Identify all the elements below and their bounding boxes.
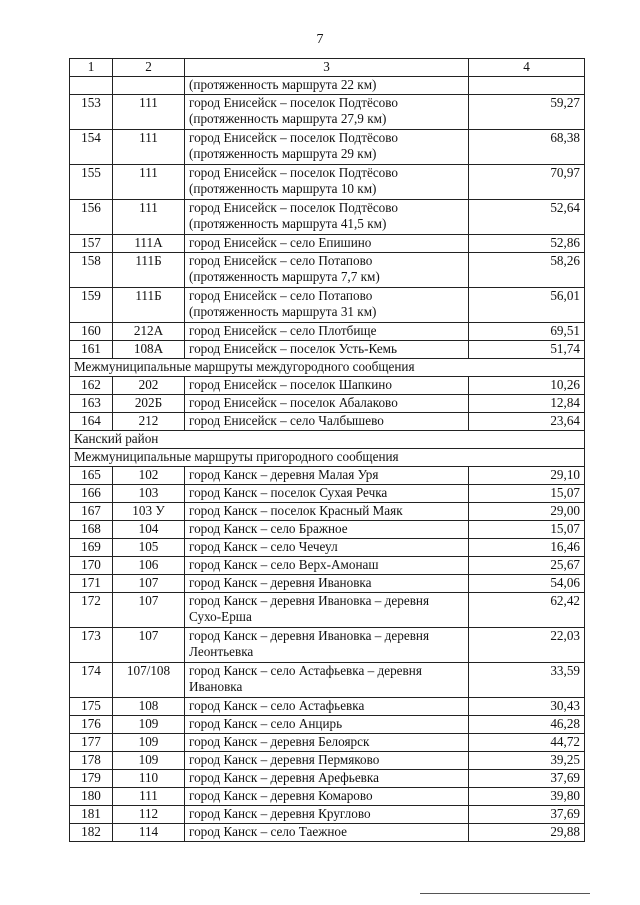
row-number: 161 <box>70 341 113 359</box>
column-header-1: 1 <box>70 59 113 77</box>
route-description-line: город Канск – село Таежное <box>189 824 348 839</box>
route-value: 39,80 <box>469 788 585 806</box>
route-value: 52,64 <box>469 200 585 235</box>
row-number: 171 <box>70 575 113 593</box>
row-number: 159 <box>70 288 113 323</box>
row-number: 160 <box>70 323 113 341</box>
route-value: 16,46 <box>469 539 585 557</box>
route-value: 29,10 <box>469 467 585 485</box>
header-row <box>70 59 585 77</box>
route-value: 52,86 <box>469 235 585 253</box>
row-number: 180 <box>70 788 113 806</box>
row-number: 163 <box>70 395 113 413</box>
route-number: 111Б <box>113 253 185 288</box>
route-value: 23,64 <box>469 413 585 431</box>
route-description <box>185 130 469 165</box>
table-row <box>70 628 585 663</box>
route-description <box>185 716 469 734</box>
route-description-line: город Енисейск – поселок Усть-Кемь <box>189 341 398 356</box>
section-title: Межмуниципальные маршруты междугородного сообщения <box>70 359 585 377</box>
route-description-line: (протяженность маршрута 31 км) <box>189 304 377 319</box>
route-number: 111 <box>113 95 185 130</box>
table-row <box>70 467 585 485</box>
route-value: 33,59 <box>469 663 585 698</box>
table-row <box>70 539 585 557</box>
route-description <box>185 165 469 200</box>
route-description <box>185 485 469 503</box>
route-number: 108 <box>113 698 185 716</box>
route-description-line: город Канск – село Астафьевка – деревня <box>189 663 422 678</box>
route-description <box>185 593 469 628</box>
route-number: 212 <box>113 413 185 431</box>
table-row <box>70 503 585 521</box>
route-number: 102 <box>113 467 185 485</box>
row-number: 172 <box>70 593 113 628</box>
table-row <box>70 698 585 716</box>
route-description <box>185 539 469 557</box>
route-number: 212А <box>113 323 185 341</box>
table-row <box>70 413 585 431</box>
table-row <box>70 788 585 806</box>
row-number: 175 <box>70 698 113 716</box>
route-description-line: город Канск – деревня Ивановка – деревня <box>189 593 430 608</box>
route-number: 109 <box>113 734 185 752</box>
route-value: 22,03 <box>469 628 585 663</box>
route-description-line: город Канск – деревня Ивановка <box>189 575 372 590</box>
route-description-line: город Канск – село Верх-Амонаш <box>189 557 379 572</box>
route-value: 70,97 <box>469 165 585 200</box>
route-description-line: город Енисейск – село Потапово <box>189 253 373 268</box>
table-body <box>70 77 585 842</box>
route-value: 59,27 <box>469 95 585 130</box>
route-number: 108А <box>113 341 185 359</box>
route-description <box>185 377 469 395</box>
route-description-line: город Канск – деревня Белоярск <box>189 734 370 749</box>
route-description <box>185 253 469 288</box>
row-number: 173 <box>70 628 113 663</box>
table-row <box>70 377 585 395</box>
row-number <box>70 77 113 95</box>
table-row <box>70 734 585 752</box>
route-description-line: город Канск – село Чечеул <box>189 539 338 554</box>
route-description <box>185 628 469 663</box>
route-description-line: город Канск – поселок Красный Маяк <box>189 503 403 518</box>
route-description <box>185 575 469 593</box>
route-number: 107 <box>113 593 185 628</box>
table-row <box>70 341 585 359</box>
route-description-line: город Енисейск – поселок Подтёсово <box>189 200 398 215</box>
table-row <box>70 200 585 235</box>
row-number: 182 <box>70 824 113 842</box>
table-row <box>70 593 585 628</box>
route-description-line: (протяженность маршрута 41,5 км) <box>189 216 387 231</box>
route-number: 111Б <box>113 288 185 323</box>
route-description <box>185 734 469 752</box>
row-number: 178 <box>70 752 113 770</box>
table-row <box>70 288 585 323</box>
row-number: 156 <box>70 200 113 235</box>
row-number: 174 <box>70 663 113 698</box>
route-description-line: (протяженность маршрута 7,7 км) <box>189 269 380 284</box>
route-description-line: город Канск – село Бражное <box>189 521 348 536</box>
route-value: 69,51 <box>469 323 585 341</box>
column-header-3: 3 <box>185 59 469 77</box>
route-number: 103 У <box>113 503 185 521</box>
route-number: 111 <box>113 200 185 235</box>
route-value: 15,07 <box>469 485 585 503</box>
route-description <box>185 77 469 95</box>
row-number: 181 <box>70 806 113 824</box>
route-value: 29,88 <box>469 824 585 842</box>
route-description <box>185 341 469 359</box>
row-number: 154 <box>70 130 113 165</box>
table-row <box>70 95 585 130</box>
route-value: 15,07 <box>469 521 585 539</box>
table-row <box>70 575 585 593</box>
route-description-line: город Енисейск – село Епишино <box>189 235 372 250</box>
row-number: 179 <box>70 770 113 788</box>
route-description-line: город Канск – деревня Пермяково <box>189 752 380 767</box>
route-number: 111 <box>113 165 185 200</box>
route-description <box>185 503 469 521</box>
route-description-line: город Енисейск – село Плотбище <box>189 323 377 338</box>
table-row <box>70 770 585 788</box>
route-description-line: Леонтьевка <box>189 644 254 659</box>
route-description <box>185 770 469 788</box>
route-number <box>113 77 185 95</box>
route-description <box>185 752 469 770</box>
route-description-line: (протяженность маршрута 22 км) <box>189 77 377 92</box>
row-number: 177 <box>70 734 113 752</box>
route-number: 107 <box>113 575 185 593</box>
row-number: 164 <box>70 413 113 431</box>
route-value: 10,26 <box>469 377 585 395</box>
route-number: 109 <box>113 752 185 770</box>
route-description-line: город Енисейск – поселок Подтёсово <box>189 165 398 180</box>
section-row <box>70 431 585 449</box>
route-description-line: (протяженность маршрута 27,9 км) <box>189 111 387 126</box>
route-value: 44,72 <box>469 734 585 752</box>
route-value: 25,67 <box>469 557 585 575</box>
row-number: 165 <box>70 467 113 485</box>
table-row <box>70 165 585 200</box>
row-number: 166 <box>70 485 113 503</box>
route-description <box>185 663 469 698</box>
route-value: 46,28 <box>469 716 585 734</box>
route-description-line: Сухо-Ерша <box>189 609 252 624</box>
route-description-line: город Канск – село Астафьевка <box>189 698 365 713</box>
route-description <box>185 413 469 431</box>
table-row <box>70 752 585 770</box>
route-description <box>185 824 469 842</box>
table-row <box>70 395 585 413</box>
route-description-line: город Енисейск – поселок Подтёсово <box>189 130 398 145</box>
route-value: 30,43 <box>469 698 585 716</box>
route-number: 114 <box>113 824 185 842</box>
table-row <box>70 806 585 824</box>
table-row <box>70 485 585 503</box>
route-number: 111А <box>113 235 185 253</box>
section-title: Канский район <box>70 431 585 449</box>
route-number: 112 <box>113 806 185 824</box>
route-number: 109 <box>113 716 185 734</box>
route-description-line: город Канск – село Анцирь <box>189 716 343 731</box>
route-description <box>185 806 469 824</box>
route-description-line: город Канск – деревня Круглово <box>189 806 371 821</box>
row-number: 176 <box>70 716 113 734</box>
section-row <box>70 449 585 467</box>
route-value: 12,84 <box>469 395 585 413</box>
route-description <box>185 323 469 341</box>
route-value: 68,38 <box>469 130 585 165</box>
row-number: 168 <box>70 521 113 539</box>
route-description <box>185 557 469 575</box>
row-number: 153 <box>70 95 113 130</box>
route-description <box>185 288 469 323</box>
route-description-line: город Енисейск – поселок Шапкино <box>189 377 392 392</box>
route-value: 29,00 <box>469 503 585 521</box>
table-row <box>70 521 585 539</box>
route-description <box>185 235 469 253</box>
route-description-line: город Енисейск – село Потапово <box>189 288 373 303</box>
table-row <box>70 557 585 575</box>
route-description <box>185 95 469 130</box>
route-value: 51,74 <box>469 341 585 359</box>
route-number: 107 <box>113 628 185 663</box>
route-number: 107/108 <box>113 663 185 698</box>
route-description <box>185 467 469 485</box>
row-number: 155 <box>70 165 113 200</box>
route-number: 104 <box>113 521 185 539</box>
route-value: 58,26 <box>469 253 585 288</box>
row-number: 157 <box>70 235 113 253</box>
route-description-line: (протяженность маршрута 29 км) <box>189 146 377 161</box>
route-number: 110 <box>113 770 185 788</box>
section-title: Межмуниципальные маршруты пригородного сообщения <box>70 449 585 467</box>
table-row <box>70 824 585 842</box>
route-number: 103 <box>113 485 185 503</box>
route-description-line: Ивановка <box>189 679 243 694</box>
route-description-line: город Енисейск – село Чалбышево <box>189 413 384 428</box>
table-row <box>70 130 585 165</box>
bottom-rule <box>420 893 590 894</box>
route-description-line: город Канск – деревня Арефьевка <box>189 770 379 785</box>
route-value: 56,01 <box>469 288 585 323</box>
row-number: 158 <box>70 253 113 288</box>
route-value: 37,69 <box>469 770 585 788</box>
route-value: 37,69 <box>469 806 585 824</box>
table-row <box>70 77 585 95</box>
table-row <box>70 235 585 253</box>
route-description-line: город Канск – деревня Малая Уря <box>189 467 379 482</box>
routes-table <box>69 58 585 842</box>
route-number: 111 <box>113 788 185 806</box>
route-description-line: город Канск – деревня Комарово <box>189 788 373 803</box>
section-row <box>70 359 585 377</box>
row-number: 170 <box>70 557 113 575</box>
column-header-4: 4 <box>469 59 585 77</box>
route-description <box>185 200 469 235</box>
route-number: 202 <box>113 377 185 395</box>
table-row <box>70 323 585 341</box>
row-number: 169 <box>70 539 113 557</box>
route-number: 106 <box>113 557 185 575</box>
route-value: 39,25 <box>469 752 585 770</box>
route-description <box>185 521 469 539</box>
route-description <box>185 788 469 806</box>
route-description-line: город Енисейск – поселок Абалаково <box>189 395 398 410</box>
route-description-line: (протяженность маршрута 10 км) <box>189 181 377 196</box>
route-value: 62,42 <box>469 593 585 628</box>
page-number: 7 <box>316 32 324 47</box>
route-value: 54,06 <box>469 575 585 593</box>
route-description <box>185 698 469 716</box>
route-number: 202Б <box>113 395 185 413</box>
route-number: 111 <box>113 130 185 165</box>
route-value <box>469 77 585 95</box>
route-number: 105 <box>113 539 185 557</box>
row-number: 162 <box>70 377 113 395</box>
table-row <box>70 253 585 288</box>
route-description-line: город Енисейск – поселок Подтёсово <box>189 95 398 110</box>
row-number: 167 <box>70 503 113 521</box>
table-row <box>70 663 585 698</box>
column-header-2: 2 <box>113 59 185 77</box>
route-description-line: город Канск – поселок Сухая Речка <box>189 485 388 500</box>
route-description-line: город Канск – деревня Ивановка – деревня <box>189 628 430 643</box>
route-description <box>185 395 469 413</box>
table-row <box>70 716 585 734</box>
